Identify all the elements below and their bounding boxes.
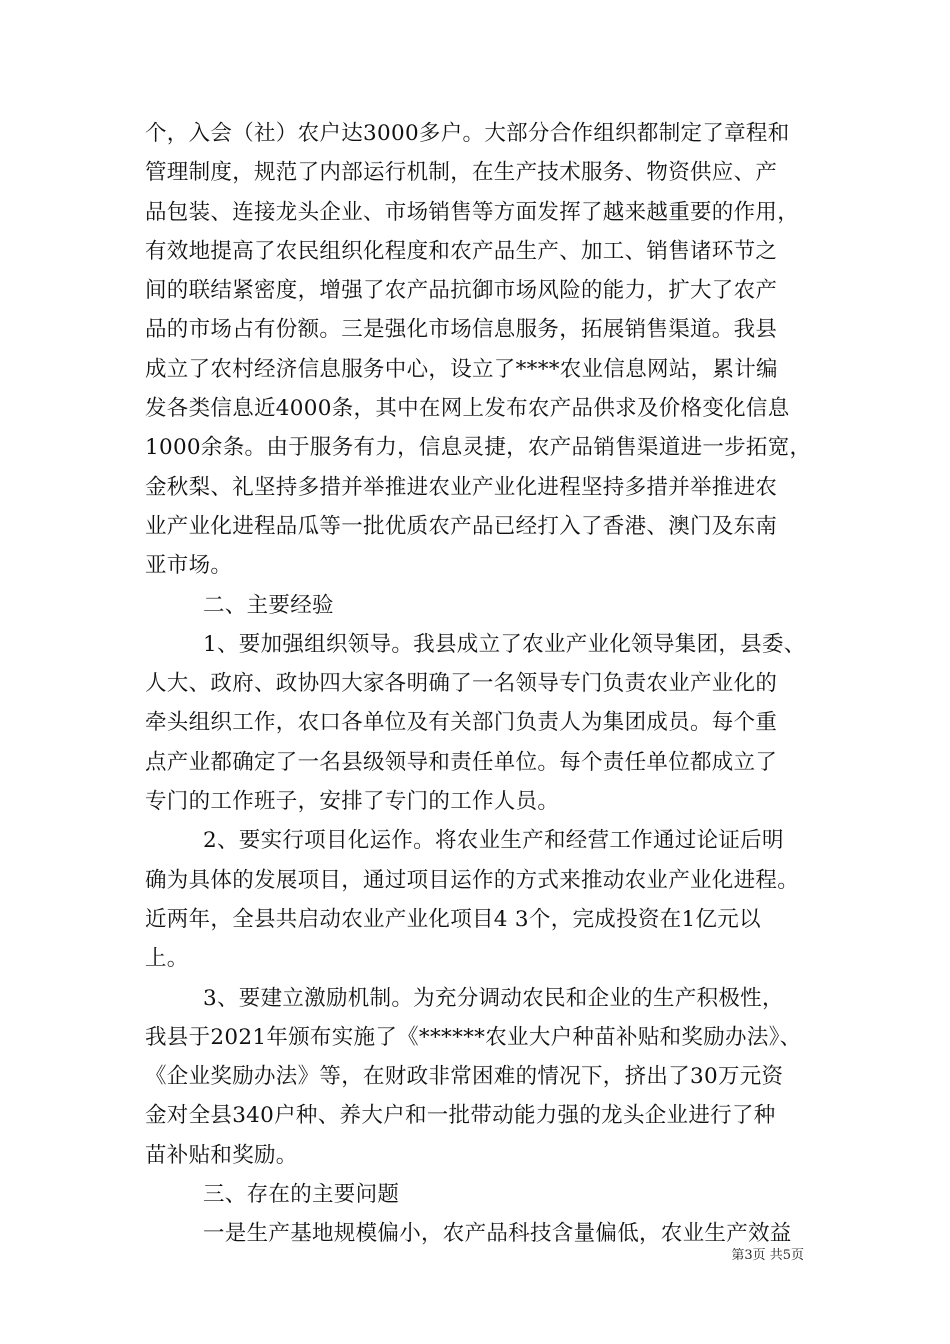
text-line: 品包装、连接龙头企业、市场销售等方面发挥了越来越重要的作用， — [145, 199, 800, 225]
text-line: 亚市场。 — [145, 553, 233, 579]
text-line: 有效地提高了农民组织化程度和农产品生产、加工、销售诸环节之 — [145, 238, 778, 264]
text-line: 苗补贴和奖励。 — [145, 1142, 298, 1168]
section-heading: 二、主要经验 — [203, 592, 334, 618]
text-line: 点产业都确定了一名县级领导和责任单位。每个责任单位都成立了 — [145, 749, 778, 775]
text-line: 近两年，全县共启动农业产业化项目4 3个，完成投资在1亿元以 — [145, 906, 761, 932]
text-line: 人大、政府、政协四大家各明确了一名领导专门负责农业产业化的 — [145, 671, 778, 697]
text-line: 2、要实行项目化运作。将农业生产和经营工作通过论证后明 — [203, 828, 784, 854]
text-line: 管理制度，规范了内部运行机制，在生产技术服务、物资供应、产 — [145, 160, 778, 186]
document-body — [145, 114, 825, 1254]
text-line: 上。 — [145, 946, 189, 972]
text-line: 牵头组织工作，农口各单位及有关部门负责人为集团成员。每个重 — [145, 710, 778, 736]
text-line: 个，入会（社）农户达3000多户。大部分合作组织都制定了章程和 — [145, 121, 790, 146]
text-line: 确为具体的发展项目，通过项目运作的方式来推动农业产业化进程。 — [145, 867, 800, 893]
section-heading: 三、存在的主要问题 — [203, 1182, 400, 1208]
text-line: 金对全县340户种、养大户和一批带动能力强的龙头企业进行了种 — [145, 1103, 776, 1129]
text-line: 3、要建立激励机制。为充分调动农民和企业的生产积极性， — [203, 985, 784, 1011]
text-line: 金秋梨、礼坚持多措并举推进农业产业化进程坚持多措并举推进农 — [145, 474, 778, 500]
text-line: 间的联结紧密度，增强了农产品抗御市场风险的能力，扩大了农产 — [145, 278, 778, 304]
text-line: 品的市场占有份额。三是强化市场信息服务，拓展销售渠道。我县 — [145, 317, 778, 343]
text-line: 1000余条。由于服务有力，信息灵捷，农产品销售渠道进一步拓宽， — [145, 435, 812, 461]
text-line: 业产业化进程品瓜等一批优质农产品已经打入了香港、澳门及东南 — [145, 513, 778, 539]
page-number: 第3页 共5页 — [731, 1248, 804, 1263]
text-line: 《企业奖励办法》等，在财政非常困难的情况下，挤出了30万元资 — [145, 1064, 784, 1090]
text-line: 成立了农村经济信息服务中心，设立了****农业信息网站，累计编 — [145, 356, 778, 382]
text-line: 发各类信息近4000条，其中在网上发布农产品供求及价格变化信息 — [145, 396, 790, 422]
text-line: 我县于2021年颁布实施了《******农业大户种苗补贴和奖励办法》、 — [145, 1024, 802, 1050]
text-line: 1、要加强组织领导。我县成立了农业产业化领导集团，县委、 — [203, 631, 806, 657]
text-line: 专门的工作班子，安排了专门的工作人员。 — [145, 789, 560, 815]
text-line: 一是生产基地规模偏小，农产品科技含量偏低，农业生产效益 — [203, 1221, 792, 1247]
